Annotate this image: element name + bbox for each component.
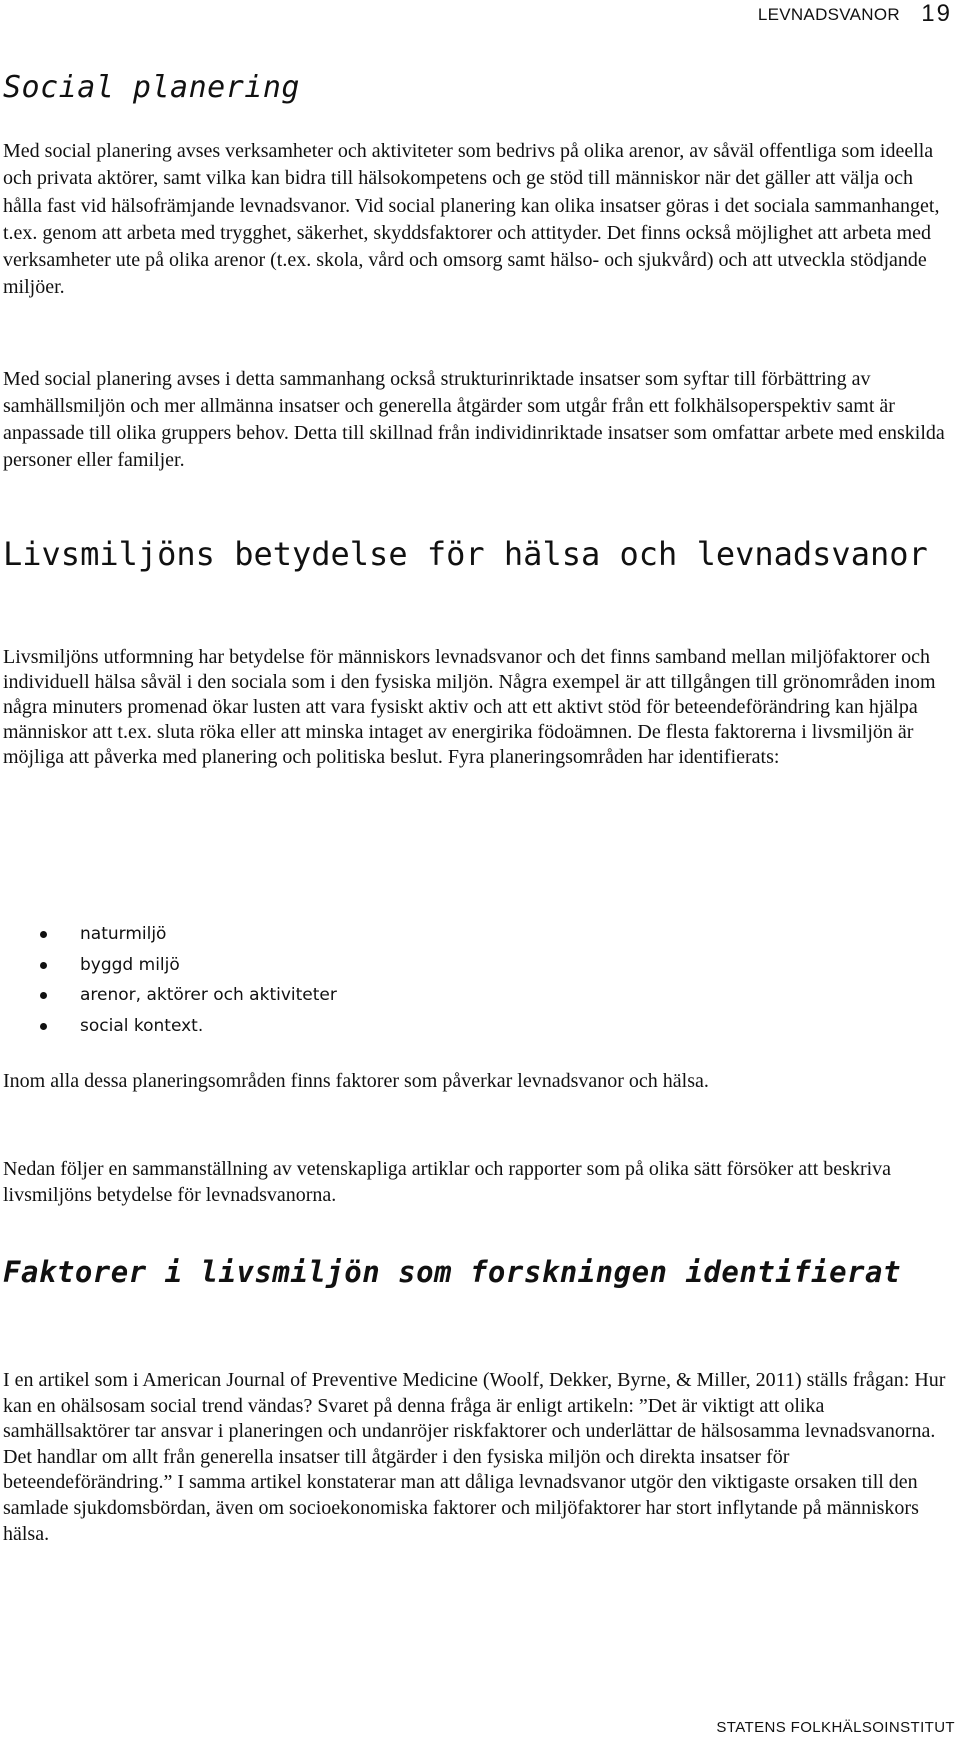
bullet-icon: [40, 992, 47, 999]
footer-publisher: STATENS FOLKHÄLSOINSTITUT: [716, 1719, 955, 1736]
list-item: naturmiljö: [40, 919, 337, 950]
section-heading-social-planering: Social planering: [3, 70, 300, 105]
running-header-title: LEVNADSVANOR: [757, 5, 900, 24]
list-item: byggd miljö: [40, 950, 337, 981]
page-number: 19: [921, 0, 952, 27]
paragraph-social-planering-1: Med social planering avses verksamheter och aktiviteter som bedrivs på olika arenor, av såväl offentliga som ideella och privata aktörer, samt vilka kan bidra till hälsokompetens och ge stöd till människor när det gäller att välja och hålla fast vid hälsofrämjande levnadsvanor. Vid social planering kan olika insatser göras i det sociala sammanhanget, t.ex. genom att arbeta med trygghet, säkerhet, skyddsfaktorer och attityder. Det finns också möjlighet att arbeta med verksamheter ute på olika arenor (t.ex. skola, vård och omsorg samt hälso- och sjukvård) och att utveckla stödjande miljöer.: [3, 140, 940, 299]
bullet-icon: [40, 1023, 47, 1030]
paragraph-social-planering-2: Med social planering avses i detta sammanhang också strukturinriktade insatser som syftar till förbättring av samhällsmiljön och mer allmänna insatser och generella åtgärder som utgår från ett folkhälsoperspektiv samt är anpassade till olika gruppers behov. Detta till skillnad från individinriktade insatser som omfattar arbete med enskilda personer eller familjer.: [3, 368, 945, 471]
list-item: social kontext.: [40, 1011, 337, 1042]
paragraph-american-journal: I en artikel som i American Journal of Preventive Medicine (Woolf, Dekker, Byrne, & Miller, 2011) ställs frågan: Hur kan en ohälsosam social trend vändas? Svaret på denna fråga är enligt artikeln: ”Det är viktigt att olika samhällsaktörer tar ansvar i planeringen och undanröjer riskfaktorer och underlättar de hälsosamma levnadsvanorna. Det handlar om allt från generella insatser till åtgärder i den fysiska miljön och direkta insatser för beteendeförändring.” I samma artikel konstaterar man att dåliga levnadsvanor utgör den viktigaste orsaken till den samlade sjukdomsbördan, även om socioekonomiska faktorer och miljöfaktorer har stort inflytande på människors hälsa.: [3, 1369, 946, 1545]
paragraph-livsmiljo-intro: Livsmiljöns utformning har betydelse för människors levnadsvanor och det finns samband mellan miljöfaktorer och individuell hälsa såväl i den sociala som i den fysiska miljön. Några exempel är att tillgången till grönområden inom några minuters promenad ökar lusten att vara fysiskt aktiv och att ett aktivt stöd för beteendeförändring kan hjälpa människor att t.ex. sluta röka eller att minska intaget av energirika födoämnen. De flesta faktorerna i livsmiljön är möjliga att påverka med planering och politiska beslut. Fyra planeringsområden har identifierats:: [3, 646, 936, 769]
paragraph-sammanstallning: Nedan följer en sammanställning av vetenskapliga artiklar och rapporter som på olika sätt försöker att beskriva livsmiljöns betydelse för levnadsvanorna.: [3, 1158, 892, 1206]
planning-areas-list: [40, 919, 337, 1041]
bullet-icon: [40, 962, 47, 969]
list-item: arenor, aktörer och aktiviteter: [40, 980, 337, 1011]
section-heading-faktorer: Faktorer i livsmiljön som forskningen identifierat: [3, 1255, 901, 1289]
paragraph-planeringsomraden: Inom alla dessa planeringsområden finns faktorer som påverkar levnadsvanor och hälsa.: [3, 1070, 709, 1092]
section-heading-livsmiljons-betydelse: Livsmiljöns betydelse för hälsa och levnadsvanor: [3, 535, 928, 573]
bullet-icon: [40, 931, 47, 938]
